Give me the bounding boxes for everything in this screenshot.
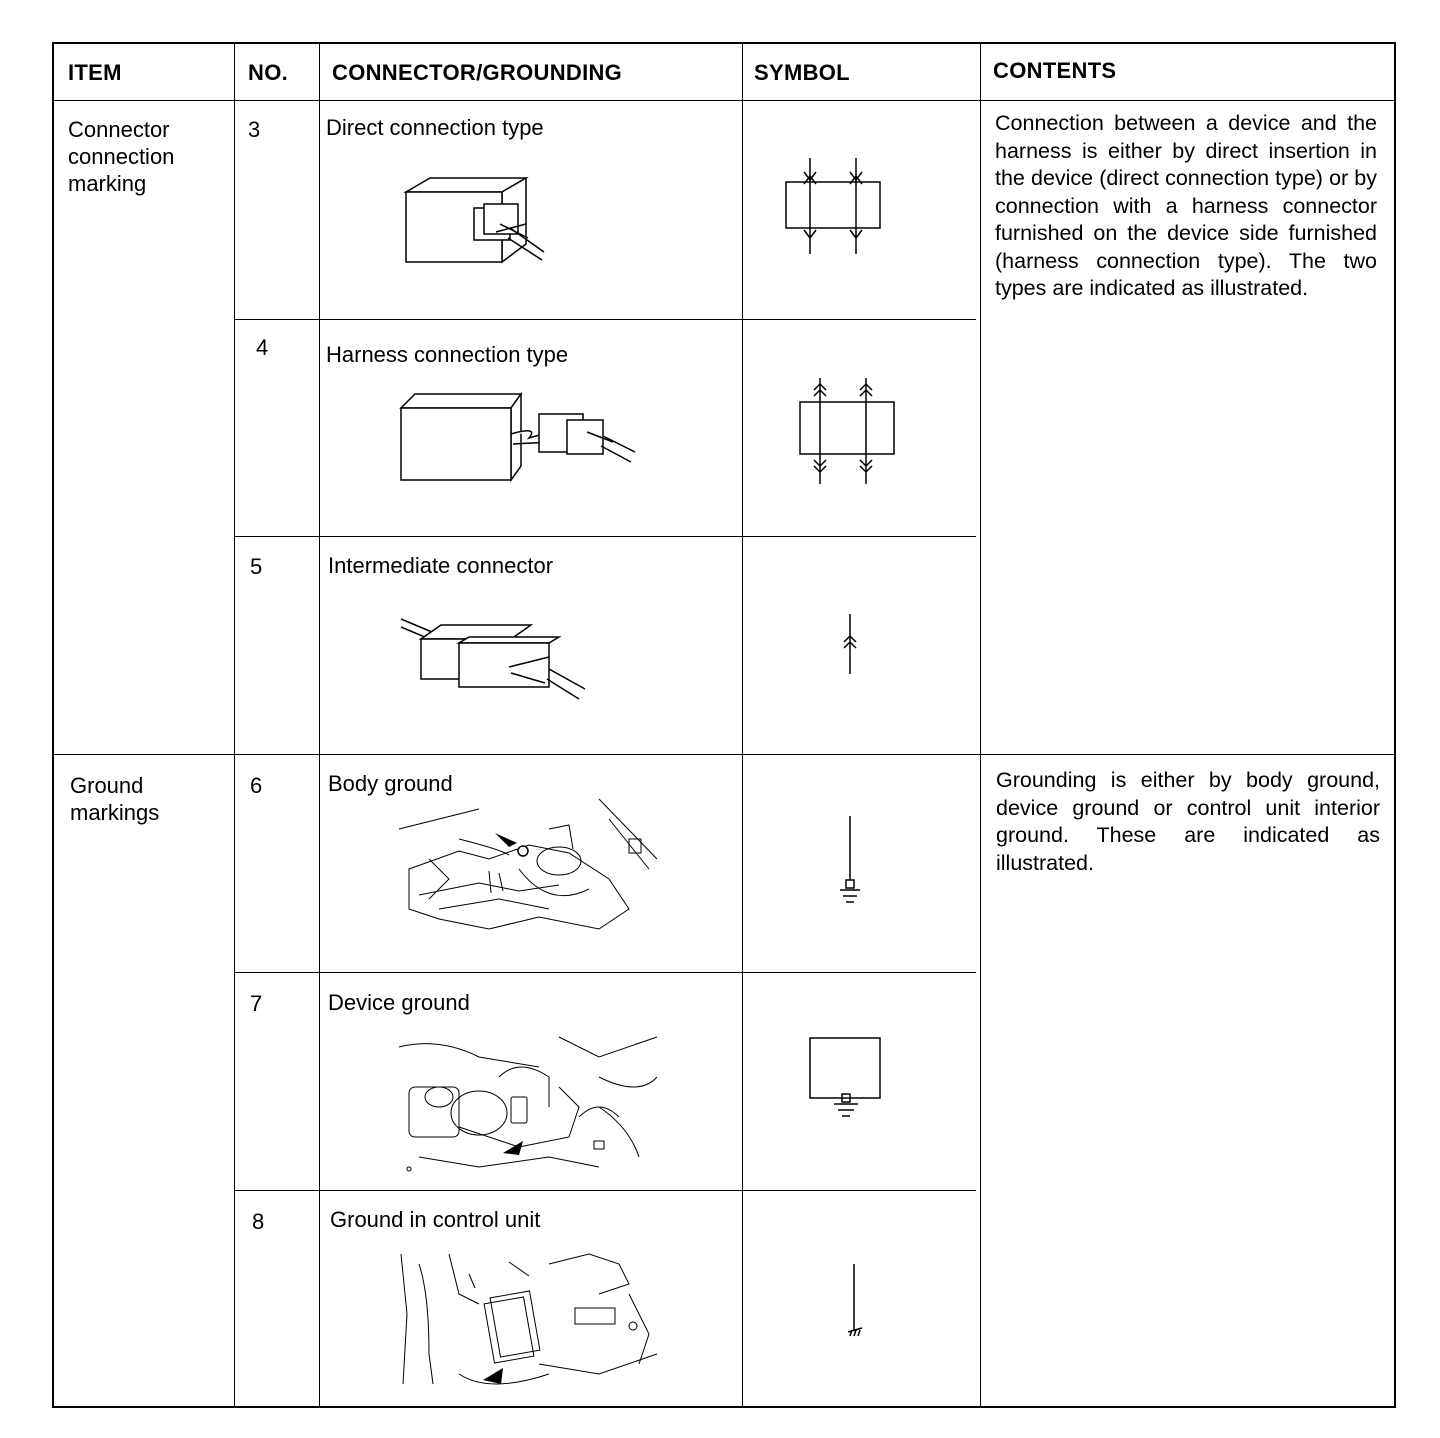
row-name: Direct connection type <box>326 115 544 140</box>
row-name: Intermediate connector <box>328 553 554 578</box>
row-number: 8 <box>252 1209 265 1234</box>
row-number: 3 <box>248 117 261 142</box>
header-contents: CONTENTS <box>993 58 1117 83</box>
column-divider <box>742 44 743 1406</box>
row-divider <box>235 536 976 537</box>
intermediate-connector-symbol <box>840 612 860 676</box>
intermediate-connector-illustration <box>399 609 589 709</box>
contents-text: Grounding is either by body ground, device ground or control unit interior ground. These are indicated as illustrated. <box>996 768 1380 875</box>
row-name: Device ground <box>328 990 470 1015</box>
device-ground-illustration <box>399 1037 659 1177</box>
group-divider <box>54 754 1394 755</box>
contents-text: Connection between a device and the harness is either by direct insertion in the device (direct connection type) or by connection with a harness connector furnished on the device side furnished (harness connection type). The two types are indicated as illustrated. <box>995 111 1377 300</box>
control-unit-ground-illustration <box>399 1254 659 1394</box>
column-divider <box>234 44 235 1406</box>
row-number: 5 <box>250 554 263 579</box>
row-number: 6 <box>250 773 263 798</box>
direct-connection-illustration <box>404 174 554 274</box>
row-divider <box>235 319 976 320</box>
column-divider <box>319 44 320 1406</box>
header-divider <box>54 100 1394 101</box>
harness-connection-illustration <box>399 392 639 492</box>
item-label: Connector connection marking <box>68 117 175 196</box>
header-item: ITEM <box>68 60 122 85</box>
body-ground-illustration <box>399 799 659 939</box>
row-divider <box>235 972 976 973</box>
row-divider <box>235 1190 976 1191</box>
row-name: Harness connection type <box>326 342 569 367</box>
header-no: NO. <box>248 60 289 85</box>
harness-connection-symbol <box>796 374 906 484</box>
direct-connection-symbol <box>782 154 892 254</box>
header-symbol: SYMBOL <box>754 60 850 85</box>
legend-table <box>52 42 1396 1408</box>
row-name: Body ground <box>328 771 453 796</box>
device-ground-symbol <box>806 1036 886 1126</box>
header-connector-grounding: CONNECTOR/GROUNDING <box>332 60 623 85</box>
row-number: 7 <box>250 991 263 1016</box>
column-divider <box>980 44 981 1406</box>
control-unit-ground-symbol <box>844 1262 868 1338</box>
body-ground-symbol <box>836 814 866 906</box>
row-number: 4 <box>256 335 269 360</box>
item-label: Ground markings <box>70 773 160 825</box>
row-name: Ground in control unit <box>330 1207 541 1232</box>
